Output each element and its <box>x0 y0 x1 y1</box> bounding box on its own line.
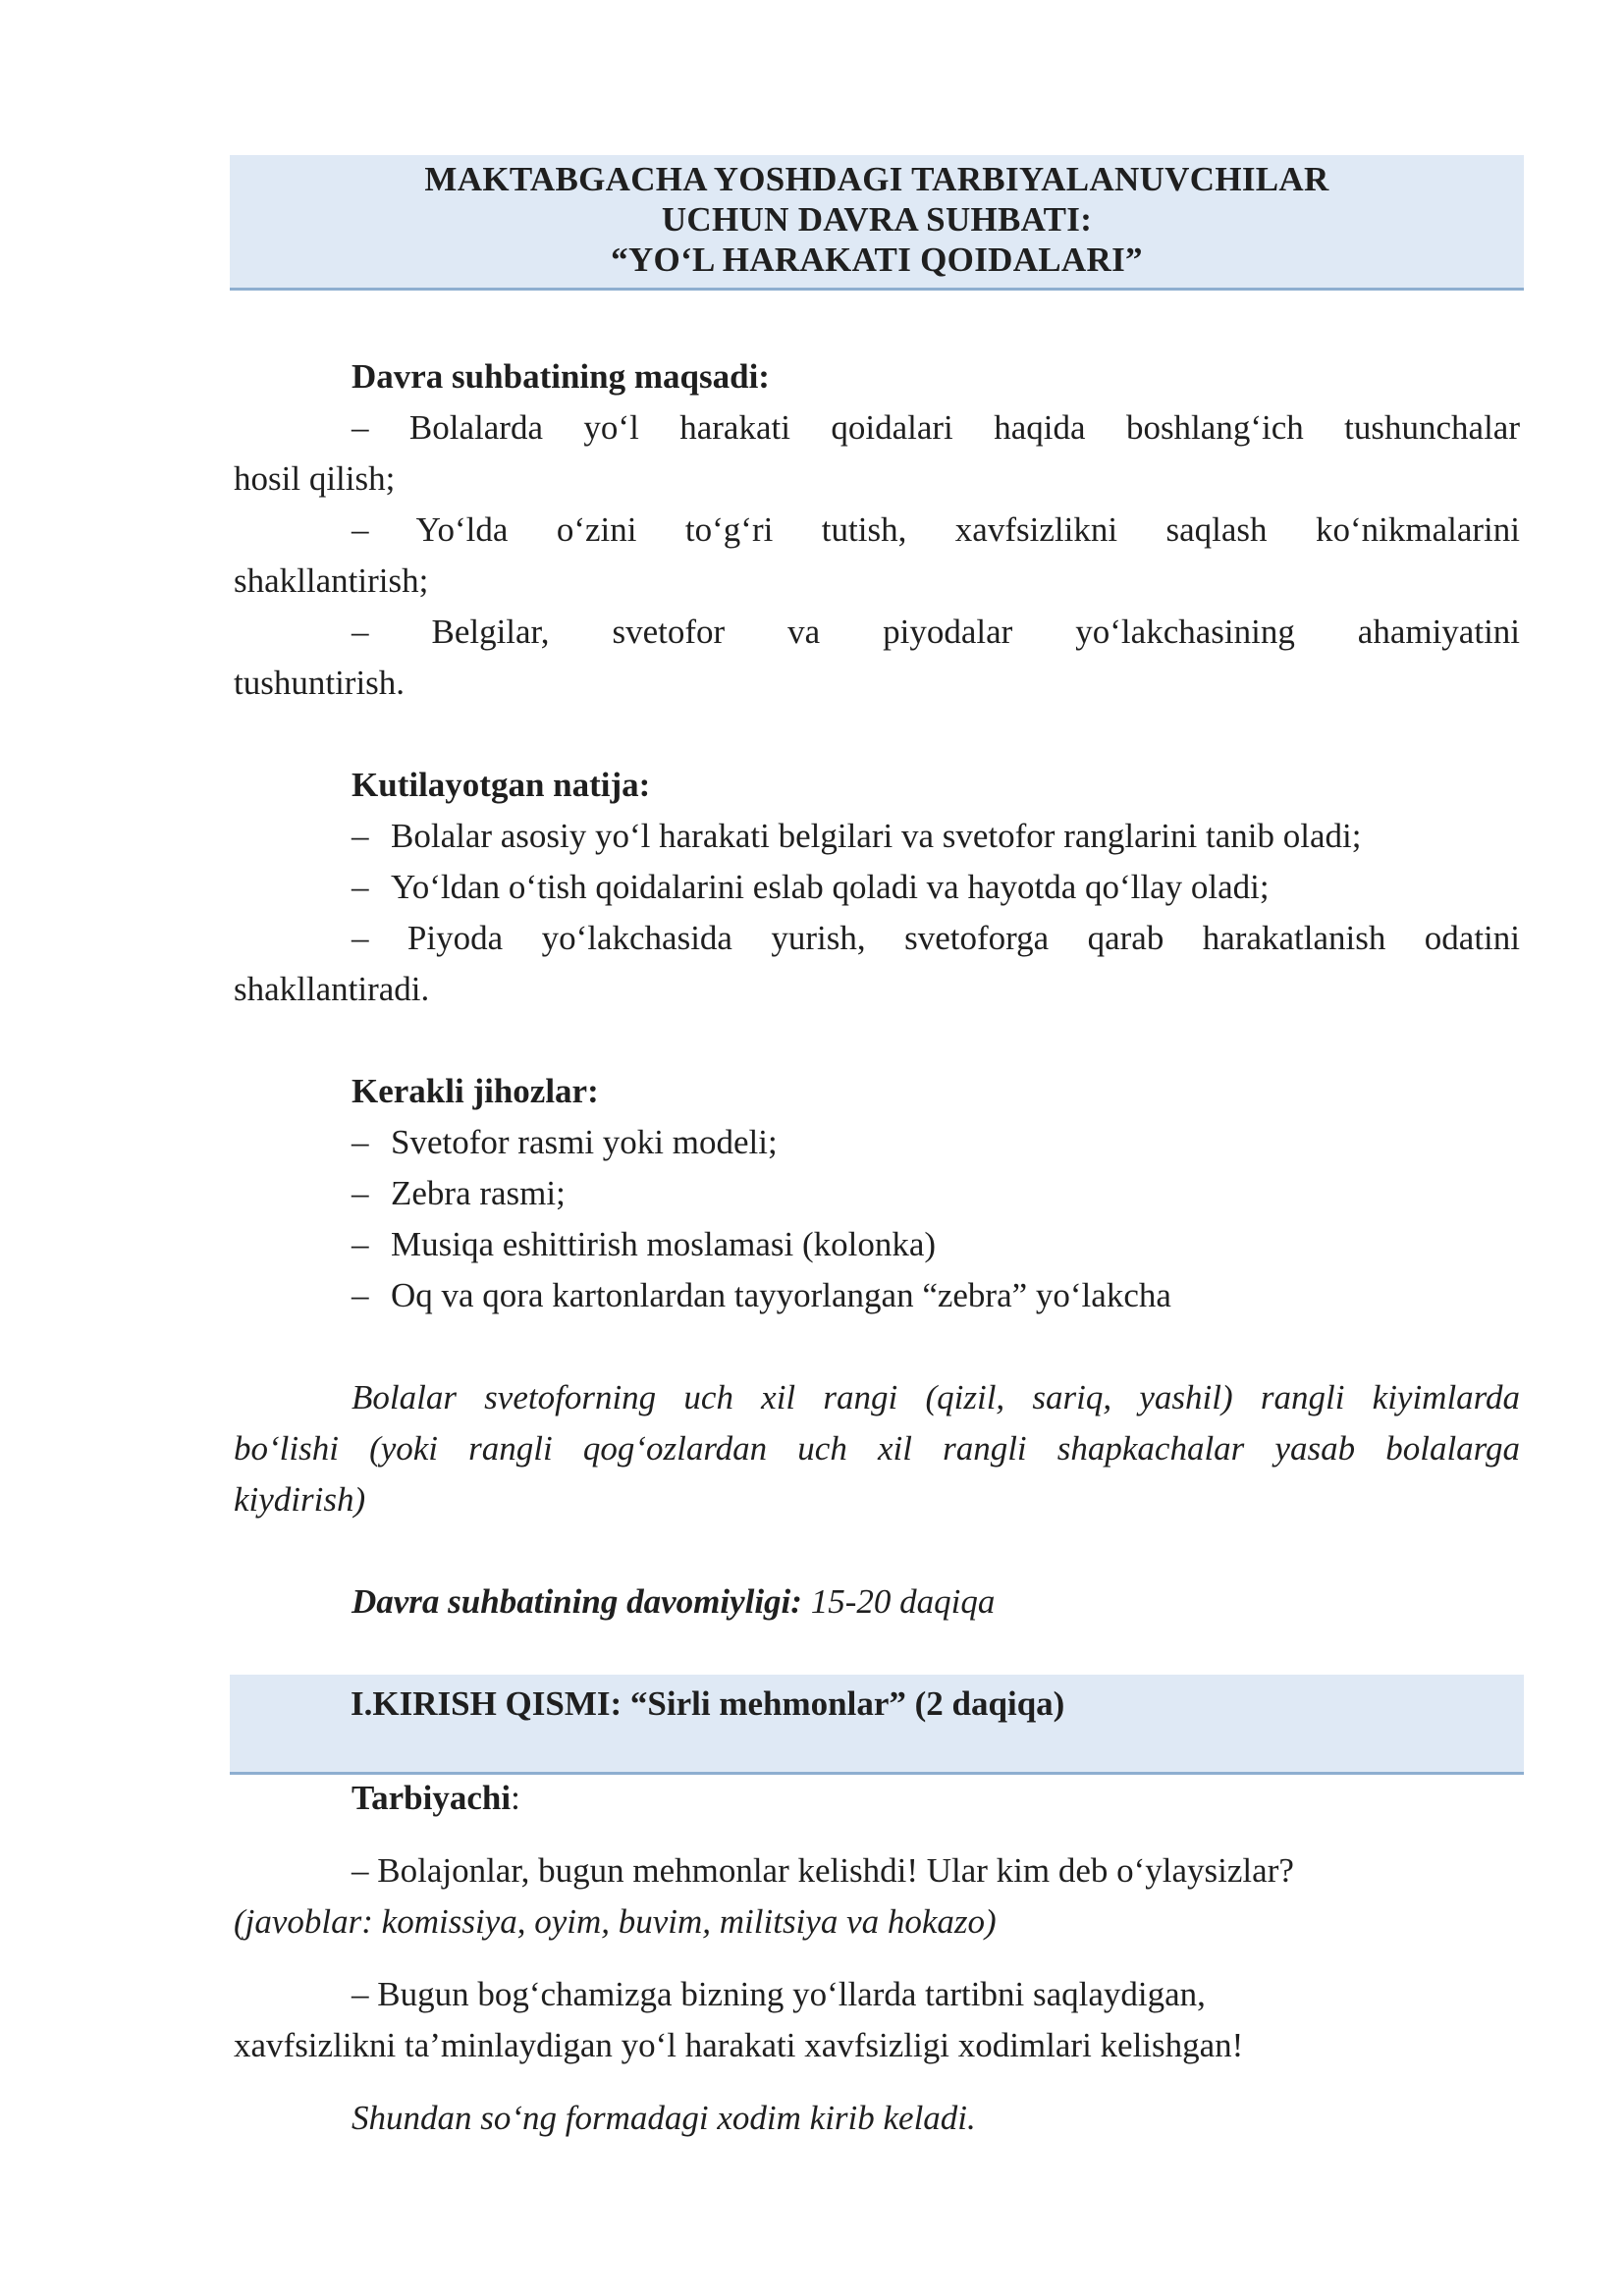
result-item-2-text: Yo‘ldan o‘tish qoidalarini eslab qoladi va hayotda qo‘llay oladi; <box>391 868 1270 906</box>
equipment-item-4-text: Oq va qora kartonlardan tayyorlangan “zebra” yo‘lakcha <box>391 1276 1171 1314</box>
dash: – <box>352 510 369 549</box>
goal-item-3-line-2: tushuntirish. <box>234 664 406 702</box>
equipment-item-3-text: Musiqa eshittirish moslamasi (kolonka) <box>391 1225 937 1263</box>
dialog-p3: Shundan so‘ng formadagi xodim kirib keladi. <box>352 2099 976 2137</box>
speaker-line <box>234 1773 1520 1824</box>
note-line-3: kiydirish) <box>234 1480 366 1519</box>
goal-item-2-line-2: shakllantirish; <box>234 561 429 600</box>
duration-label: Davra suhbatining davomiyligi: <box>352 1582 802 1621</box>
dialog-section <box>234 1773 1520 1824</box>
equipment-item-2 <box>234 1168 1520 1219</box>
result-section <box>234 760 1520 1015</box>
title-line-3: “YO‘L HARAKATI QOIDALARI” <box>611 240 1143 279</box>
dialog-paragraph-3 <box>234 2093 1520 2144</box>
goal-item-2-line-1 <box>234 505 1520 556</box>
title-banner <box>230 155 1524 291</box>
result-item-1-text: Bolalar asosiy yo‘l harakati belgilari va svetofor ranglarini tanib oladi; <box>391 817 1362 855</box>
dash: – <box>352 1276 369 1314</box>
equipment-item-4 <box>234 1270 1520 1321</box>
result-item-3-line-2: shakllantiradi. <box>234 970 430 1008</box>
dialog-p1: – Bolajonlar, bugun mehmonlar kelishdi! Ular kim deb o‘ylaysizlar? <box>352 1851 1294 1890</box>
goal-item-1-line-1: – Bolalarda yo‘l harakati qoidalari haqida boshlang‘ich tushunchalar <box>352 408 1520 447</box>
goal-item-3-line-1 <box>234 607 1520 658</box>
dash: – <box>352 1123 369 1161</box>
dialog-p2-line-2: xavfsizlikni ta’minlaydigan yo‘l harakati xavfsizligi xodimlari kelishgan! <box>234 2026 1244 2064</box>
equipment-item-3 <box>234 1219 1520 1270</box>
dialog-p2-line-1: – Bugun bog‘chamizga bizning yo‘llarda tartibni saqlaydigan, <box>352 1975 1206 2013</box>
speaker-name: Tarbiyachi <box>352 1779 512 1817</box>
dialog-p1-note: (javoblar: komissiya, oyim, buvim, militsiya va hokazo) <box>234 1902 997 1941</box>
result-item-3-line-1: – Piyoda yo‘lakchasida yurish, svetoforga qarab harakatlanish odatini <box>352 919 1520 957</box>
duration-line <box>234 1576 1520 1628</box>
equipment-item-1-text: Svetofor rasmi yoki modeli; <box>391 1123 778 1161</box>
dash: – <box>352 613 369 651</box>
dash: – <box>352 1174 369 1212</box>
section-banner <box>230 1675 1524 1775</box>
goal-item-1-line-2: hosil qilish; <box>234 459 396 498</box>
goal-item-2-text: Yo‘lda o‘zini to‘g‘ri tutish, xavfsizlikni saqlash ko‘nikmalarini <box>415 510 1521 549</box>
equipment-item-1 <box>234 1117 1520 1168</box>
dialog-paragraph-1 <box>234 1845 1520 1948</box>
speaker-colon: : <box>511 1779 520 1817</box>
dialog-paragraph-2 <box>234 1969 1520 2071</box>
result-item-2 <box>234 862 1520 913</box>
costume-note <box>234 1372 1520 1525</box>
equipment-item-2-text: Zebra rasmi; <box>391 1174 566 1212</box>
dash: – <box>352 817 369 855</box>
note-line-1: Bolalar svetoforning uch xil rangi (qizil, sariq, yashil) rangli kiyimlarda <box>352 1378 1520 1416</box>
dash: – <box>352 1225 369 1263</box>
goal-item-3-text: Belgilar, svetofor va piyodalar yo‘lakchasining ahamiyatini <box>431 613 1521 651</box>
note-line-2: bo‘lishi (yoki rangli qog‘ozlardan uch xil rangli shapkachalar yasab bolalarga <box>234 1429 1520 1468</box>
title-line-1: MAKTABGACHA YOSHDAGI TARBIYALANUVCHILAR <box>424 160 1329 198</box>
goal-heading: Davra suhbatining maqsadi: <box>352 357 770 396</box>
title-line-2: UCHUN DAVRA SUHBATI: <box>661 200 1093 239</box>
result-heading: Kutilayotgan natija: <box>352 766 651 804</box>
equipment-heading: Kerakli jihozlar: <box>352 1072 599 1110</box>
section-title: I.KIRISH QISMI: “Sirli mehmonlar” (2 daqiqa) <box>351 1684 1065 1723</box>
dash: – <box>352 868 369 906</box>
result-item-1 <box>234 811 1520 862</box>
goal-section <box>234 351 1520 709</box>
equipment-section <box>234 1066 1520 1321</box>
duration-value: 15-20 daqiqa <box>810 1582 996 1621</box>
